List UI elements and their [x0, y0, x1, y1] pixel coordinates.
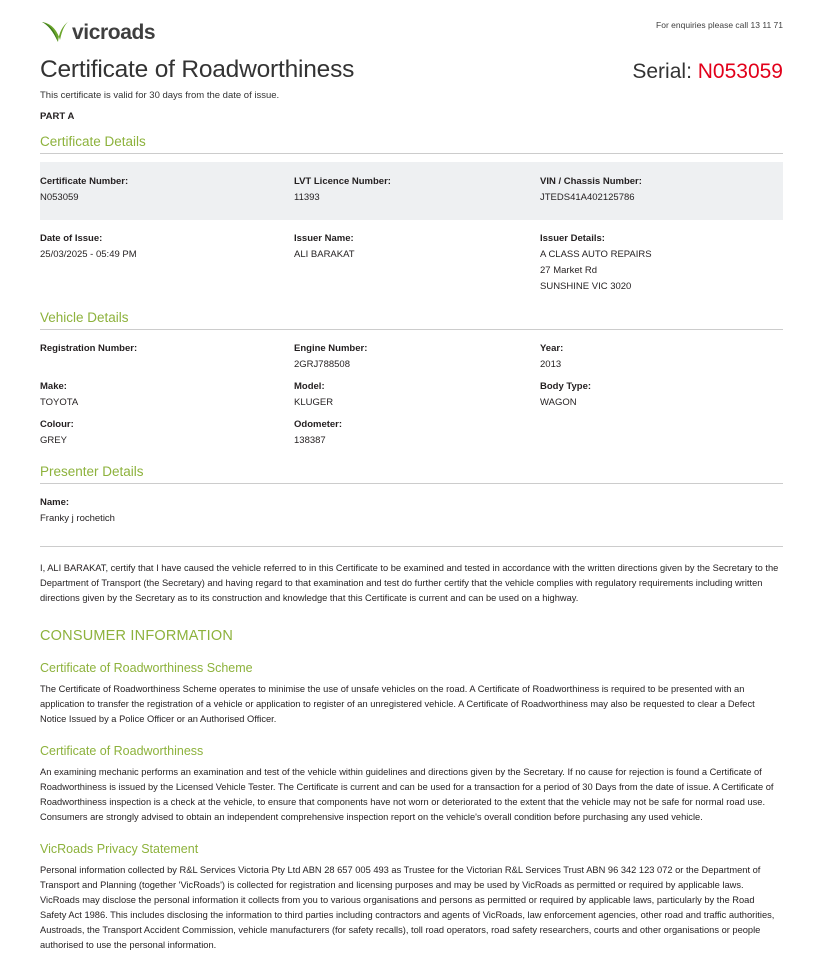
vicroads-leaf-icon [40, 20, 70, 46]
presenter-name-label: Name: [40, 497, 70, 508]
certificate-number-value: N053059 [40, 192, 79, 203]
issuer-name-label: Issuer Name: [294, 233, 354, 244]
page-header [40, 14, 783, 46]
issuer-details-line1: A CLASS AUTO REPAIRS [540, 249, 652, 260]
model-cell [294, 376, 540, 414]
make-value: TOYOTA [40, 397, 79, 408]
date-of-issue-value: 25/03/2025 - 05:49 PM [40, 249, 137, 260]
cor-scheme-body: The Certificate of Roadworthiness Scheme operates to minimise the use of unsafe vehicles on the road. A Certificate of Roadworthiness is required to be presented with an application to transfer the registration of a vehicle or application to register of an unregistered vehicle. A Certificate of Roadworthiness may also be requested to clear a Defect Notice Issued by a Police Officer or an Authorised Officer. [40, 684, 755, 724]
body-type-cell [540, 376, 783, 414]
body-type-label: Body Type: [540, 381, 592, 392]
cor-scheme-heading: Certificate of Roadworthiness Scheme [40, 661, 253, 675]
privacy-statement-body: Personal information collected by R&L Services Victoria Pty Ltd ABN 28 657 005 493 as Trustee for the Victorian R&L Services Trust ABN 96 342 123 072 or the Department of Transport and Planning (together 'VicRoads') is collected for registration and licensing purposes and may be used by VicRoads as permitted or required by applicable laws. VicRoads may disclose the personal information it collects from you to various organisations and persons as permitted or required by applicable laws, particularly by the Road Safety Act 1986. This includes disclosing the information to third parties including contractors and agents of VicRoads, law enforcement agencies, other road and traffic authorities, Austroads, the Transport Accident Commission, vehicle manufacturers (for safety recalls), toll road operators, road safety researchers, courts and other organisations or people authorised to use the personal information. [40, 865, 775, 950]
presenter-name-cell [40, 492, 783, 530]
issuer-block [40, 228, 783, 298]
serial-value: N053059 [697, 60, 783, 83]
year-value: 2013 [540, 359, 562, 370]
vehicle-details-block [40, 338, 783, 452]
part-label: PART A [40, 111, 75, 122]
divider [40, 546, 783, 547]
cor-body: An examining mechanic performs an examination and test of the vehicle within guidelines and directions given by the Secretary. If no cause for rejection is found a Certificate of Roadworthiness is issued by the Licensed Vehicle Tester. The Certificate is current and can be used for a transaction for a period of 30 Days from the date of issue. A Certificate of Roadworthiness inspection is a check at the vehicle, to ensure that components have not worn or deteriorated to the extent that the vehicle may not be safe for normal road use. Consumers are strongly advised to obtain an independent comprehensive inspection report on the vehicle's overall condition before purchasing any used vehicle. [40, 767, 774, 822]
make-label: Make: [40, 381, 67, 392]
certificate-details-heading: Certificate Details [40, 134, 783, 154]
vehicle-details-grid [40, 338, 783, 452]
serial-label: Serial: [632, 60, 692, 83]
privacy-statement-heading: VicRoads Privacy Statement [40, 842, 199, 856]
issuer-name-value: ALI BARAKAT [294, 249, 355, 260]
lvt-licence-label: LVT Licence Number: [294, 176, 391, 187]
lvt-licence-value: 11393 [294, 192, 320, 203]
odometer-label: Odometer: [294, 419, 343, 430]
engine-value: 2GRJ788508 [294, 359, 350, 370]
presenter-name-value: Franky j rochetich [40, 513, 115, 524]
certify-statement: I, ALI BARAKAT, certify that I have caused the vehicle referred to in this Certificate to be examined and tested in accordance with the written directions given by the Secretary to the Department of Transport (the Secretary) and having regard to that examination and test do further certify that the vehicle complies with regulatory requirements including written directions given by the Secretary as to its construction and knowledge that this Certificate is current and can be used on a highway. [40, 563, 779, 603]
engine-cell [294, 338, 540, 376]
vin-value: JTEDS41A402125786 [540, 192, 635, 203]
colour-cell [40, 414, 294, 452]
consumer-information-heading: CONSUMER INFORMATION [40, 628, 234, 644]
model-value: KLUGER [294, 397, 334, 408]
certificate-number-label: Certificate Number: [40, 176, 129, 187]
year-cell [540, 338, 783, 376]
vehicle-spacer-cell [540, 414, 783, 452]
odometer-cell [294, 414, 540, 452]
issuer-details-label: Issuer Details: [540, 233, 605, 244]
enquiries-text: For enquiries please call 13 11 71 [656, 20, 783, 30]
date-of-issue-cell [40, 228, 294, 298]
issuer-details-line2: 27 Market Rd [540, 265, 598, 276]
model-label: Model: [294, 381, 325, 392]
serial-block [632, 60, 783, 84]
engine-label: Engine Number: [294, 343, 368, 354]
title-row [40, 56, 783, 84]
validity-text: This certificate is valid for 30 days from the date of issue. [40, 90, 280, 101]
presenter-details-heading: Presenter Details [40, 464, 783, 484]
registration-cell [40, 338, 294, 376]
cor-heading: Certificate of Roadworthiness [40, 744, 204, 758]
certificate-details-grid-bottom [40, 228, 783, 298]
year-label: Year: [540, 343, 564, 354]
odometer-value: 138387 [294, 435, 326, 446]
make-cell [40, 376, 294, 414]
vicroads-logo [40, 20, 155, 46]
issuer-name-cell [294, 228, 540, 298]
page-title: Certificate of Roadworthiness [40, 56, 355, 83]
vin-cell [540, 171, 783, 209]
vicroads-wordmark: vicroads [72, 21, 156, 44]
registration-label: Registration Number: [40, 343, 138, 354]
issuer-details-cell [540, 228, 783, 298]
certificate-details-block [40, 162, 783, 220]
vehicle-details-heading: Vehicle Details [40, 310, 783, 330]
certificate-number-cell [40, 171, 294, 209]
body-type-value: WAGON [540, 397, 577, 408]
colour-label: Colour: [40, 419, 74, 430]
issuer-details-line3: SUNSHINE VIC 3020 [540, 281, 632, 292]
lvt-licence-cell [294, 171, 540, 209]
presenter-details-block [40, 492, 783, 530]
certificate-details-grid-top [40, 171, 783, 209]
colour-value: GREY [40, 435, 67, 446]
date-of-issue-label: Date of Issue: [40, 233, 103, 244]
vin-label: VIN / Chassis Number: [540, 176, 642, 187]
